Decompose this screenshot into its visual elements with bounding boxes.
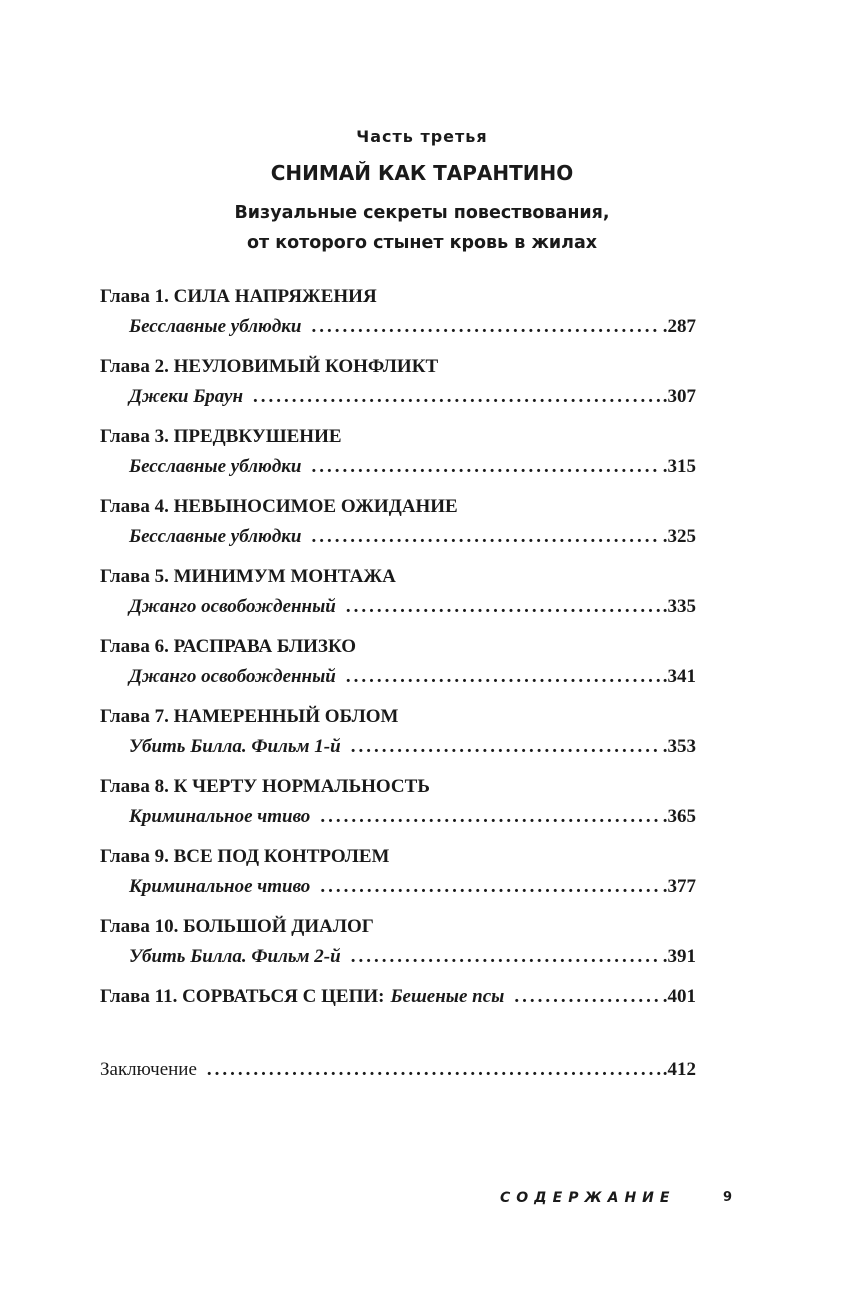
dot-leader xyxy=(253,382,661,412)
chapter-film-line xyxy=(100,942,696,972)
chapter-title: Глава 7. НАМЕРЕННЫЙ ОБЛОМ xyxy=(100,706,399,727)
film-title: Джанго освобожденный xyxy=(129,596,336,617)
chapter-title: Глава 8. К ЧЕРТУ НОРМАЛЬНОСТЬ xyxy=(100,776,430,797)
toc-entry-6[interactable] xyxy=(100,632,696,702)
toc-entry-conclusion[interactable] xyxy=(100,1055,696,1085)
film-title: Криминальное чтиво xyxy=(129,876,311,897)
film-title: Убить Билла. Фильм 2-й xyxy=(129,946,341,967)
page-number: .341 xyxy=(662,666,696,687)
chapter-title: Глава 5. МИНИМУМ МОНТАЖА xyxy=(100,566,396,587)
film-title: Бешеные псы xyxy=(390,986,505,1007)
page-number: .335 xyxy=(662,596,696,617)
part-title: СНИМАЙ КАК ТАРАНТИНО xyxy=(270,161,574,185)
toc-entry-4[interactable] xyxy=(100,492,696,562)
dot-leader xyxy=(207,1055,661,1085)
chapter-film-line xyxy=(100,592,696,622)
toc-entry-10[interactable] xyxy=(100,912,696,982)
subtitle-line-2: от которого стынет кровь в жилах xyxy=(246,233,598,253)
page-number: .315 xyxy=(662,456,696,477)
chapter-title: Глава 6. РАСПРАВА БЛИЗКО xyxy=(100,636,357,657)
chapter-title: Глава 11. СОРВАТЬСЯ С ЦЕПИ: xyxy=(100,986,385,1007)
film-title: Криминальное чтиво xyxy=(129,806,311,827)
chapter-title: Глава 2. НЕУЛОВИМЫЙ КОНФЛИКТ xyxy=(100,356,439,377)
film-title: Джанго освобожденный xyxy=(129,666,336,687)
dot-leader xyxy=(320,802,660,832)
film-title: Джеки Браун xyxy=(129,386,243,407)
page-number: .325 xyxy=(662,526,696,547)
chapter-title: Глава 4. НЕВЫНОСИМОЕ ОЖИДАНИЕ xyxy=(100,496,458,517)
conclusion-label: Заключение xyxy=(100,1059,197,1080)
page-number: .412 xyxy=(662,1059,696,1080)
subtitle-line-1: Визуальные секреты повествования, xyxy=(234,203,610,223)
toc-entry-1[interactable] xyxy=(100,282,696,352)
dot-leader xyxy=(351,732,661,762)
toc-entry-3[interactable] xyxy=(100,422,696,492)
page-number: .365 xyxy=(662,806,696,827)
dot-leader xyxy=(346,662,661,692)
chapter-title: Глава 10. БОЛЬШОЙ ДИАЛОГ xyxy=(100,916,374,937)
chapter-film-line xyxy=(100,802,696,832)
dot-leader xyxy=(311,522,660,552)
page-number: .377 xyxy=(662,876,696,897)
chapter-film-line xyxy=(100,312,696,342)
part-label: Часть третья xyxy=(356,127,488,146)
footer-page-number: 9 xyxy=(723,1190,733,1205)
toc-entry-11[interactable] xyxy=(100,982,696,1012)
toc-entry-2[interactable] xyxy=(100,352,696,422)
film-title: Бесславные ублюдки xyxy=(129,526,302,547)
toc-entry-7[interactable] xyxy=(100,702,696,772)
table-of-contents xyxy=(100,282,696,1012)
dot-leader xyxy=(514,982,660,1012)
running-footer-title: СОДЕРЖАНИЕ xyxy=(500,1190,676,1206)
part-subtitle xyxy=(0,198,844,258)
film-title: Бесславные ублюдки xyxy=(129,316,302,337)
page-number: .401 xyxy=(662,986,696,1007)
film-title: Убить Билла. Фильм 1-й xyxy=(129,736,341,757)
dot-leader xyxy=(320,872,660,902)
chapter-film-line xyxy=(100,382,696,412)
page-number: .307 xyxy=(662,386,696,407)
chapter-film-line xyxy=(100,522,696,552)
chapter-title: Глава 9. ВСЕ ПОД КОНТРОЛЕМ xyxy=(100,846,390,867)
chapter-film-line xyxy=(100,662,696,692)
dot-leader xyxy=(311,312,660,342)
chapter-film-line xyxy=(100,732,696,762)
chapter-title: Глава 1. СИЛА НАПРЯЖЕНИЯ xyxy=(100,286,377,307)
dot-leader xyxy=(346,592,661,622)
toc-entry-9[interactable] xyxy=(100,842,696,912)
toc-entry-5[interactable] xyxy=(100,562,696,632)
dot-leader xyxy=(311,452,660,482)
page-number: .391 xyxy=(662,946,696,967)
film-title: Бесславные ублюдки xyxy=(129,456,302,477)
chapter-film-line xyxy=(100,452,696,482)
chapter-title: Глава 3. ПРЕДВКУШЕНИЕ xyxy=(100,426,342,447)
toc-entry-8[interactable] xyxy=(100,772,696,842)
page-number: .287 xyxy=(662,316,696,337)
chapter-film-line xyxy=(100,872,696,902)
page-number: .353 xyxy=(662,736,696,757)
dot-leader xyxy=(351,942,661,972)
